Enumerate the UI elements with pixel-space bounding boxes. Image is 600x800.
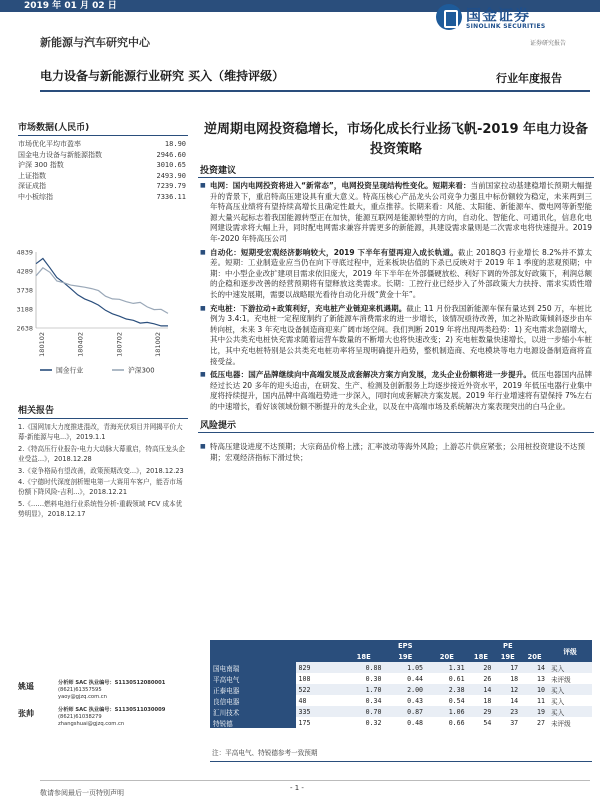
table-row — [210, 684, 592, 695]
table-year: 20E — [521, 651, 548, 662]
analyst-cert: 分析师 SAC 执业编号：S1130511030009 — [58, 707, 166, 713]
table-cell: 0.30 — [365, 674, 382, 683]
table-cell: 0.32 — [365, 718, 382, 727]
market-row — [18, 139, 188, 150]
stock-name — [210, 695, 296, 706]
table-cell: 0.34 — [365, 696, 382, 705]
footer-disclaimer: 敬请参阅最后一页特别声明 — [40, 789, 124, 797]
analyst-entry — [18, 680, 198, 707]
y-tick-label: 2638 — [16, 324, 33, 333]
table-cell: 2.00 — [384, 684, 426, 695]
stock-code: 175 — [298, 718, 311, 727]
table-cell: 0.87 — [384, 706, 426, 717]
table-cell: 20 — [468, 662, 495, 673]
table-year: 18E — [343, 651, 385, 662]
section-title-invest: 投资建议 — [200, 166, 237, 176]
stock-rating: 买入 — [548, 662, 592, 673]
stock-rating: 买入 — [548, 706, 592, 717]
x-tick-label: 180102 — [38, 332, 46, 357]
market-value: 3010.65 — [156, 161, 186, 170]
table-subheader-row — [210, 651, 592, 662]
table-cell: 19 — [521, 706, 548, 717]
table-row — [210, 673, 592, 684]
market-row — [18, 192, 188, 203]
table-cell: 11 — [537, 696, 545, 705]
table-cell: 10 — [521, 684, 548, 695]
stock-rating: 未评级 — [551, 675, 571, 684]
stock-rating: 买入 — [548, 684, 592, 695]
table-cell: 1.31 — [426, 662, 468, 673]
advice-body: 当前国家拉动基建稳增长预期大幅提升的背景下，重启特高压建设具有重大意义。特高压核心产品龙头公司竞争力强且中标份额较为稳定，未来两到三年特高压业绩将有望持续高增长且确定性最大，重点推荐。长期来看：风能、太阳能、新能源车、微电网等新型能源大量兴起标志着我国能源转型正在加快，能源互联网是能源转型的方向，自动化、智能化、可通讯化，信息化电网建设需求将大幅上升，同时配电网需求兼容并需更多的新能源，具建设需求量则是二次需求电将快速提升。2019 年-2020 年特高压公司 — [210, 181, 593, 243]
table-header-eps: EPS — [343, 640, 468, 651]
table-cell: 2.38 — [426, 684, 468, 695]
table-header-pe: PE — [468, 640, 548, 651]
table-year: 18E — [468, 651, 495, 662]
table-cell: 13 — [537, 674, 545, 683]
stock-name — [210, 673, 296, 684]
market-label: 深证成指 — [18, 182, 46, 191]
advice-body: 截止 11 月份我国新能源车保有量达到 250 万，车桩比例为 3.4:1。充电桩一定程度制约了新能源车消费需求的进一步增长，该情况亟待改善，加之补贴政策倾斜逐步由车转向桩，未来 3 年充电设备制造商迎来广阔市场空间。我们判断 2019 年将出现两类趋势：1) 充电需求急剧增大，其中公共类充电桩快充需求随着运营车数量的不断增大也将快速改变；2) 充电桩数量快速增长，以进一步缩小车桩比，其中充电桩特别是公共类充电桩功率将呈现明确提升趋势，整机制造商、充电模块等电力电源设备制造商将直接受益。 — [210, 303, 592, 366]
y-tick-label: 3188 — [16, 305, 33, 314]
related-item[interactable]: 3.《竞争格局有望改善，政策预期改变...》，2018.12.23 — [18, 466, 184, 475]
analyst-email[interactable]: zhangshuai@gjzq.com.cn — [58, 720, 125, 727]
market-label: 国金电力设备与新能源指数 — [18, 150, 102, 159]
y-tick-label: 4289 — [16, 267, 33, 276]
report-type: 行业年度报告 — [496, 72, 562, 85]
stock-name — [210, 717, 296, 728]
market-data-panel — [18, 120, 188, 203]
table-note: 注：平高电气、特锐德参考一致预期 — [212, 749, 318, 757]
table-cell: 14 — [521, 662, 548, 673]
section-divider — [198, 177, 594, 178]
stock-rating: 买入 — [551, 697, 565, 706]
stock-rating: 未评级 — [551, 719, 571, 728]
analyst-name: 张帅 — [18, 709, 34, 718]
table-cell: 0.70 — [343, 706, 385, 717]
table-cell: 17 — [494, 662, 521, 673]
industry-rating: 电力设备与新能源行业研究 买入（维持评级） — [40, 69, 285, 83]
related-item[interactable]: 4.《宁德时代深度剖析锂电第一大赛用车客户，能否市场份额下降风险-吉利...》，2018.12.21 — [18, 478, 183, 497]
analyst-email[interactable]: yaoy@gjzq.com.cn — [58, 693, 107, 700]
table-row — [210, 695, 592, 706]
section-title-risk: 风险提示 — [200, 421, 237, 432]
main-content — [198, 120, 594, 463]
table-cell: 54 — [483, 718, 492, 727]
table-year: 20E — [426, 651, 468, 662]
market-value: 18.90 — [164, 140, 186, 148]
table-header-row — [210, 640, 592, 651]
stock-name-text: 汇川技术 — [213, 708, 240, 717]
table-cell: 37 — [510, 718, 519, 727]
analyst-info — [58, 680, 165, 707]
report-date: 2019 年 01 月 02 日 — [24, 1, 117, 11]
stock-name — [210, 684, 296, 695]
table-cell: 0.44 — [407, 674, 424, 683]
analyst-phone: (8621)61357595 — [58, 686, 102, 693]
table-cell: 0.54 — [448, 696, 465, 705]
table-body — [210, 662, 592, 728]
table-cell: 0.61 — [448, 674, 465, 683]
legend-label: 沪深300 — [128, 366, 155, 375]
market-label: 上证指数 — [18, 171, 46, 180]
advice-body: 低压电器国内品牌经过长达 20 多年的迎头追击，在研发、生产、检测及创新服务上均逐步接近外资水平，2019 年低压电器行业集中度将持续提升，国内品牌中高端趋势进一步深入，同时向成套解决方案发展。2019 年行业增速将有望保持 7%左右的中速增长，看好该领域份额不断提升的龙头企业，以及在中高端市场及系统解决方案表现突出的白马企业。 — [210, 370, 592, 411]
report-title: 逆周期电网投资稳增长，市场化成长行业扬飞帆-2019 年电力设备投资策略 — [203, 122, 589, 157]
advice-heading: 电网：国内电网投资将进入“新常态”，电网投资呈现结构性变化。短期来看： — [210, 181, 471, 190]
analyst-list — [18, 680, 198, 734]
table-header-rating: 评级 — [548, 640, 592, 662]
table-header-blank — [210, 640, 343, 651]
table-bottom-rule — [210, 761, 592, 762]
y-tick-label: 4839 — [16, 248, 33, 257]
table-cell: 0.43 — [407, 696, 424, 705]
stock-name — [210, 662, 296, 673]
related-reports — [18, 403, 188, 520]
stock-name-text: 特锐德 — [213, 719, 233, 728]
table-cell: 26 — [483, 674, 492, 683]
related-divider — [18, 418, 188, 419]
report-tagline: 证券研究报告 — [530, 40, 567, 47]
section-divider — [198, 432, 594, 433]
index-line-chart — [0, 244, 188, 384]
stock-name-text: 良信电器 — [213, 697, 240, 706]
market-value: 2493.90 — [156, 171, 186, 180]
advice-paragraph — [198, 304, 594, 368]
series-line-0 — [36, 259, 168, 326]
valuation-table — [210, 640, 592, 728]
table-row — [210, 717, 592, 728]
x-tick-label: 180702 — [115, 332, 124, 357]
risk-paragraph: ■ 特高压建设进度不达预期；大宗商品价格上涨；汇率波动等海外风险；上游芯片供应紧张；公用桩投资建设不达预期；宏观经济指标下滑过快； — [198, 441, 594, 463]
series-line-1 — [36, 268, 168, 314]
table-row — [210, 706, 592, 717]
table-cell: 23 — [494, 706, 521, 717]
table-cell: 1.05 — [384, 662, 426, 673]
y-tick-label: 3738 — [16, 286, 33, 295]
logo-name-cn: 国金证券 — [466, 6, 531, 24]
analyst-cert: 分析师 SAC 执业编号：S1130512080001 — [58, 680, 166, 686]
analyst-phone: (8621)61038279 — [58, 713, 102, 720]
logo-mark-icon — [436, 4, 462, 30]
market-data-title: 市场数据(人民币) — [18, 123, 90, 133]
related-item[interactable]: 2.《特高压行业报告-电力大动脉大幕重启，特高压龙头企业受益...》，2018.12.28 — [18, 444, 185, 464]
table-cell: 0.48 — [407, 718, 424, 727]
stock-code: 48 — [298, 696, 307, 705]
table-cell: 0.66 — [448, 718, 465, 727]
legend-label: 国金行业 — [56, 366, 84, 375]
stock-code: 829 — [296, 662, 343, 673]
logo-name-en: SINOLINK SECURITIES — [466, 23, 546, 30]
table-cell: 14 — [468, 684, 495, 695]
stock-code: 335 — [296, 706, 343, 717]
advice-paragraph — [198, 370, 594, 412]
advice-paragraph — [198, 181, 594, 245]
related-title: 相关报告 — [18, 406, 55, 416]
table-row — [210, 662, 592, 673]
table-cell: 14 — [510, 696, 519, 705]
footer-divider — [40, 780, 590, 781]
market-value: 7336.11 — [156, 192, 186, 201]
market-label: 中小板综指 — [18, 192, 53, 201]
page-number: - 1 - — [290, 784, 304, 792]
table-cell: 18 — [483, 696, 492, 705]
market-row — [18, 181, 188, 192]
table-cell: 0.88 — [343, 662, 385, 673]
chart-svg — [0, 244, 188, 384]
market-data-divider — [18, 135, 188, 136]
analyst-name: 姚遥 — [18, 682, 34, 691]
research-center: 新能源与汽车研究中心 — [40, 36, 150, 49]
table-cell: 1.06 — [426, 706, 468, 717]
market-value: 7239.79 — [156, 182, 186, 191]
related-item[interactable]: 5.《……燃料电池行业系统性分析-重载领域 FCV 成本优势明显》，2018.12.17 — [18, 499, 183, 519]
table-cell: 29 — [468, 706, 495, 717]
stock-code: 108 — [298, 674, 311, 683]
advice-heading: 低压电器：国产品牌继续向中高端发展及成套解决方案方向发展，龙头企业份额将进一步提升。 — [210, 370, 531, 380]
market-row — [18, 160, 188, 171]
stock-name — [210, 706, 296, 717]
table-header-blank — [210, 651, 343, 662]
advice-body: 截止 2018Q3 行业增长 8.2%并不算太差。短期：工业制造业应当仍在向下寻底过程中，近来板块估值的下杀已反映对于 2019 年 1 季度的悲观预期；中期：中小型企业改扩建项目需求依旧庞大，2019 年下半年在外部僵硬放松、利好下调的外部友好政策下，利润总额的企稳和逐步改善的经营预期将有望释放这类需求。长期：工控行业已经步入了外部政策大力扶持、需求实质性增长的中速发展期，需要以战略眼光看待自动化升级“黄金十年”。 — [210, 247, 593, 299]
table-cell: 12 — [494, 684, 521, 695]
stock-name-text: 正泰电器 — [213, 686, 240, 695]
sinolink-logo — [436, 2, 586, 36]
market-row — [18, 171, 188, 182]
table-cell: 1.70 — [343, 684, 385, 695]
advice-heading: 充电桩：下游拉动+政策利好，充电桩产业链迎来机遇期。 — [210, 303, 407, 313]
stock-name-text: 平高电气 — [213, 675, 240, 684]
stock-name-text: 国电南瑞 — [213, 664, 240, 673]
advice-paragraph — [198, 248, 594, 301]
x-tick-label: 181002 — [154, 332, 162, 357]
market-label: 沪深 300 指数 — [18, 161, 64, 170]
table-year: 19E — [494, 651, 521, 662]
stock-code: 522 — [296, 684, 343, 695]
market-value: 2946.60 — [156, 150, 186, 159]
header-divider — [40, 90, 590, 92]
market-label: 市场优化平均市盈率 — [18, 140, 81, 148]
related-item[interactable]: 1.《国网加大力度推进混改，青海光伏项目并网揭平价大幕-新能源与电...》，2019.1.1 — [18, 423, 183, 442]
table-cell: 27 — [537, 718, 545, 727]
analyst-info — [58, 707, 165, 734]
table-cell: 18 — [510, 674, 519, 683]
table-year: 19E — [384, 651, 426, 662]
market-row — [18, 150, 188, 161]
analyst-entry — [18, 707, 198, 734]
x-tick-label: 180402 — [76, 332, 85, 357]
advice-heading: 自动化：短期受宏观经济影响较大，2019 下半年有望再迎入成长轨道。 — [210, 247, 458, 257]
